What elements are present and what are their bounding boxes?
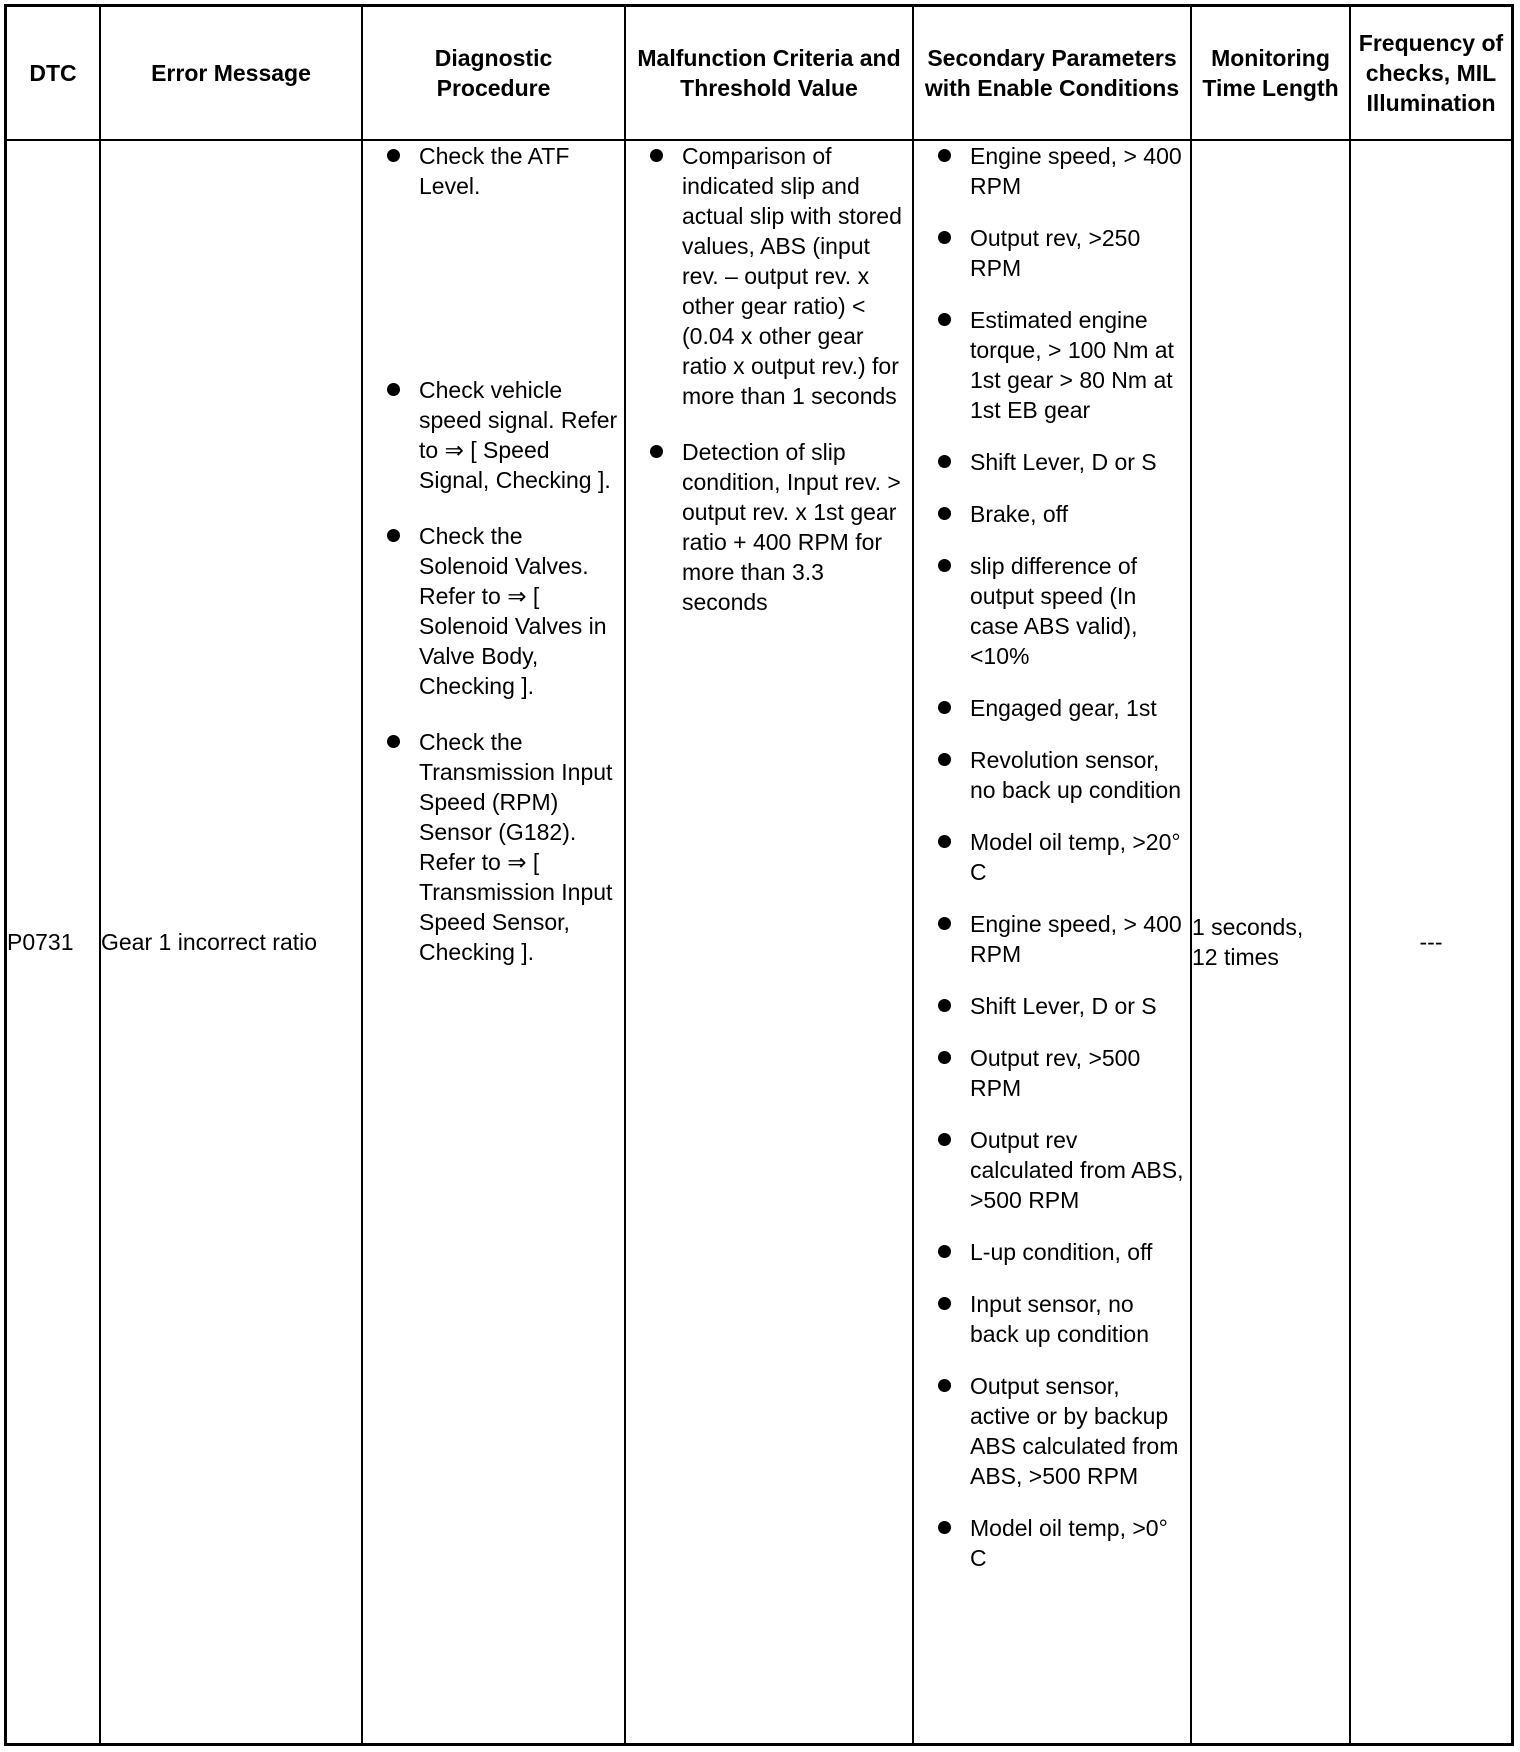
list-item [914, 745, 1190, 805]
list-item [363, 141, 624, 201]
parameter-text: Brake, off [970, 501, 1069, 527]
parameter-text: L-up condition, off [970, 1239, 1153, 1265]
list-item [914, 223, 1190, 283]
list-item [363, 727, 624, 967]
criteria-text: Comparison of indicated slip and actual slip with stored values, ABS (input rev. – output rev. x other gear ratio) < (0.04 x other gear ratio x output rev.) for more than 1 seconds [682, 143, 902, 409]
header-malfunction-criteria: Malfunction Criteria and Threshold Value [625, 7, 913, 140]
bullet-icon [387, 149, 400, 162]
list-item [914, 499, 1190, 529]
bullet-icon [938, 559, 951, 572]
parameter-text: Engine speed, > 400 RPM [970, 143, 1182, 199]
malfunction-criteria-list [626, 141, 912, 617]
cell-monitoring-time [1191, 140, 1350, 1743]
bullet-icon [938, 835, 951, 848]
criteria-text: Detection of slip condition, Input rev. > output rev. x 1st gear ratio + 400 RPM for more than 3.3 seconds [682, 439, 901, 615]
list-item [914, 827, 1190, 887]
list-item [363, 375, 624, 495]
bullet-icon [938, 313, 951, 326]
parameter-text: Estimated engine torque, > 100 Nm at 1st gear > 80 Nm at 1st EB gear [970, 307, 1174, 423]
bullet-icon [387, 735, 400, 748]
list-item [914, 551, 1190, 671]
monitoring-time-line-1: 1 seconds, [1192, 914, 1304, 940]
bullet-icon [938, 1051, 951, 1064]
list-item [914, 991, 1190, 1021]
bullet-icon [650, 445, 663, 458]
bullet-icon [938, 1297, 951, 1310]
parameter-text: Shift Lever, D or S [970, 449, 1157, 475]
list-item [914, 1237, 1190, 1267]
parameter-text: Output rev calculated from ABS, >500 RPM [970, 1127, 1184, 1213]
bullet-icon [387, 383, 400, 396]
table-row [7, 140, 1511, 1743]
list-item [363, 521, 624, 701]
cell-dtc-code: P0731 [7, 140, 100, 1743]
bullet-icon [938, 1521, 951, 1534]
bullet-icon [938, 999, 951, 1012]
dtc-table [7, 7, 1511, 1743]
bullet-icon [938, 1133, 951, 1146]
bullet-icon [938, 753, 951, 766]
diagnostic-step-text: Check the Solenoid Valves. Refer to ⇒ [ Solenoid Valves in Valve Body, Checking ]. [419, 523, 607, 699]
bullet-icon [938, 149, 951, 162]
bullet-icon [938, 507, 951, 520]
header-row [7, 7, 1511, 140]
list-item [626, 437, 912, 617]
list-item [914, 447, 1190, 477]
header-dtc: DTC [7, 7, 100, 140]
header-error-message: Error Message [100, 7, 362, 140]
parameter-text: Model oil temp, >20° C [970, 829, 1181, 885]
parameter-text: Output rev, >500 RPM [970, 1045, 1141, 1101]
diagnostic-step-text: Check the ATF Level. [419, 143, 570, 199]
header-frequency: Frequency of checks, MIL Illumination [1350, 7, 1511, 140]
list-item [914, 909, 1190, 969]
list-item [914, 693, 1190, 723]
list-item [914, 1289, 1190, 1349]
bullet-icon [650, 149, 663, 162]
header-diagnostic-procedure-text: Diagnostic Procedure [434, 45, 553, 101]
cell-malfunction-criteria [625, 140, 913, 1743]
diagnostic-step-text: Check vehicle speed signal. Refer to ⇒ [ Speed Signal, Checking ]. [419, 377, 618, 493]
bullet-icon [387, 529, 400, 542]
bullet-icon [938, 455, 951, 468]
parameter-text: slip difference of output speed (In case ABS valid), <10% [970, 553, 1138, 669]
cell-frequency: --- [1350, 140, 1511, 1743]
header-monitoring-time [1191, 7, 1350, 140]
secondary-parameters-list [914, 141, 1190, 1573]
parameter-text: Revolution sensor, no back up condition [970, 747, 1181, 803]
diagnostic-step-text: Check the Transmission Input Speed (RPM) Sensor (G182). Refer to ⇒ [ Transmission Input Speed Sensor, Checking ]. [419, 729, 613, 965]
list-item [626, 141, 912, 411]
header-secondary-parameters: Secondary Parameters with Enable Conditions [913, 7, 1191, 140]
monitoring-time-line-2: 12 times [1192, 944, 1279, 970]
bullet-icon [938, 1379, 951, 1392]
cell-error-message: Gear 1 incorrect ratio [100, 140, 362, 1743]
cell-secondary-parameters [913, 140, 1191, 1743]
list-item [914, 1125, 1190, 1215]
list-item [914, 1371, 1190, 1491]
bullet-icon [938, 231, 951, 244]
header-monitoring-time-text: Monitoring Time Length [1202, 45, 1339, 101]
bullet-icon [938, 917, 951, 930]
list-item [914, 1043, 1190, 1103]
bullet-icon [938, 1245, 951, 1258]
parameter-text: Engine speed, > 400 RPM [970, 911, 1182, 967]
bullet-icon [938, 701, 951, 714]
parameter-text: Model oil temp, >0° C [970, 1515, 1168, 1571]
parameter-text: Shift Lever, D or S [970, 993, 1157, 1019]
list-item [914, 305, 1190, 425]
parameter-text: Output sensor, active or by backup ABS calculated from ABS, >500 RPM [970, 1373, 1179, 1489]
list-item [914, 141, 1190, 201]
dtc-document [4, 4, 1514, 1746]
parameter-text: Input sensor, no back up condition [970, 1291, 1150, 1347]
parameter-text: Engaged gear, 1st [970, 695, 1157, 721]
header-diagnostic-procedure [362, 7, 625, 140]
cell-diagnostic-procedure [362, 140, 625, 1743]
list-item [914, 1513, 1190, 1573]
parameter-text: Output rev, >250 RPM [970, 225, 1141, 281]
diagnostic-procedure-list [363, 141, 624, 967]
